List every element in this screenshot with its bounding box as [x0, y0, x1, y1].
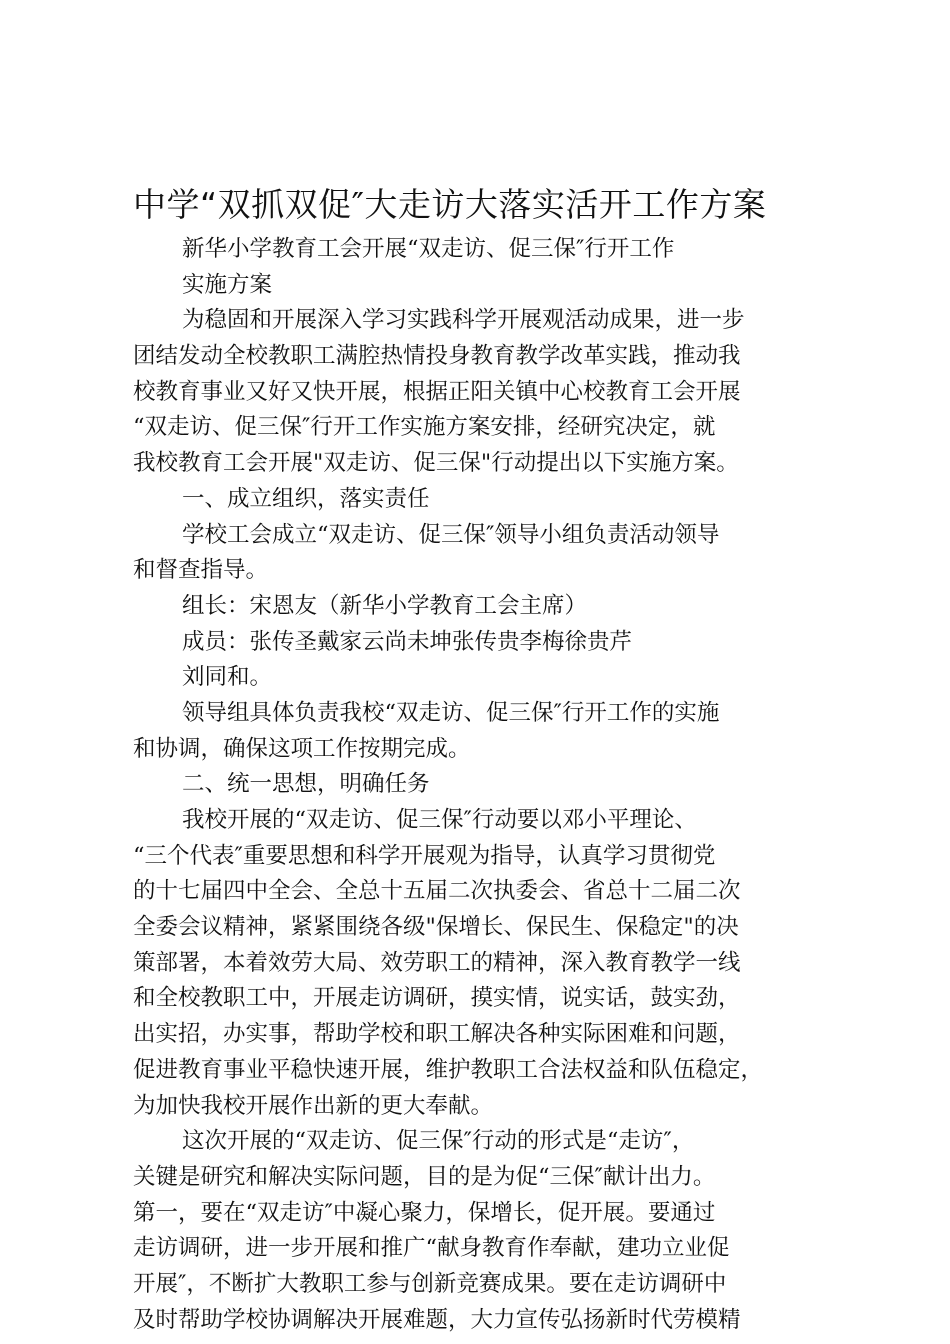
- text-line: 二、统一思想，明确任务: [182, 771, 430, 798]
- text-line: 校教育事业又好又快开展，根据正阳关镇中心校教育工会开展: [133, 378, 741, 405]
- text-line: 实施方案: [182, 271, 273, 298]
- text-line: 我校开展的“双走访、促三保″行动要以邓小平理论、: [182, 807, 697, 833]
- text-line: 为稳固和开展深入学习实践科学开展观活动成果，进一步: [182, 307, 745, 334]
- text-line: 开展″，不断扩大教职工参与创新竞赛成果。要在走访调研中: [133, 1270, 727, 1297]
- text-line: 新华小学教育工会开展“双走访、促三保″行开工作: [182, 236, 675, 262]
- text-line: 这次开展的“双走访、促三保″行动的形式是“走访″，: [182, 1128, 695, 1155]
- text-line: 及时帮助学校协调解决开展难题，大力宣传弘扬新时代劳模精: [133, 1306, 741, 1333]
- text-line: 全委会议精神，紧紧围绕各级"保增长、保民生、保稳定"的决: [133, 914, 739, 941]
- text-line: 学校工会成立“双走访、促三保″领导小组负责活动领导: [182, 521, 720, 548]
- text-line: 团结发动全校教职工满腔热情投身教育教学改革实践，推动我: [133, 343, 741, 370]
- text-line: 刘同和。: [182, 664, 273, 691]
- text-line: 走访调研，进一步开展和推广“献身教育作奉献，建功立业促: [133, 1235, 730, 1262]
- text-line: 策部署，本着效劳大局、效劳职工的精神，深入教育教学一线: [133, 949, 741, 976]
- text-line: 关键是研究和解决实际问题，目的是为促“三保″献计出力。: [133, 1163, 716, 1190]
- text-line: 第一，要在“双走访″中凝心聚力，保增长，促开展。要通过: [133, 1199, 716, 1226]
- text-line: 和协调，确保这项工作按期完成。: [133, 735, 471, 762]
- document-title: 中学“双抓双促″大走访大落实活开工作方案: [133, 185, 767, 224]
- text-line: 一、成立组织，落实责任: [182, 485, 430, 512]
- text-line: 和督查指导。: [133, 557, 269, 584]
- text-line: 领导组具体负责我校“双走访、促三保″行开工作的实施: [182, 699, 720, 726]
- text-line: 成员：张传圣戴家云尚未坤张传贵李梅徐贵芹: [182, 628, 633, 655]
- text-line: 和全校教职工中，开展走访调研，摸实情，说实话，鼓实劲，: [133, 985, 741, 1012]
- text-line: 组长：宋恩友（新华小学教育工会主席）: [182, 592, 588, 619]
- text-line: “三个代表″重要思想和科学开展观为指导，认真学习贯彻党: [133, 842, 716, 869]
- text-line: 出实招，办实事，帮助学校和职工解决各种实际困难和问题，: [133, 1021, 741, 1048]
- text-line: 为加快我校开展作出新的更大奉献。: [133, 1092, 494, 1119]
- document-body: [133, 232, 833, 1338]
- text-line: 我校教育工会开展"双走访、促三保"行动提出以下实施方案。: [133, 450, 739, 477]
- text-line: 促进教育事业平稳快速开展，维护教职工合法权益和队伍稳定，: [133, 1056, 764, 1083]
- text-line: “双走访、促三保″行开工作实施方案安排，经研究决定，就: [133, 414, 716, 441]
- text-line: 的十七届四中全会、全总十五届二次执委会、省总十二届二次: [133, 878, 741, 905]
